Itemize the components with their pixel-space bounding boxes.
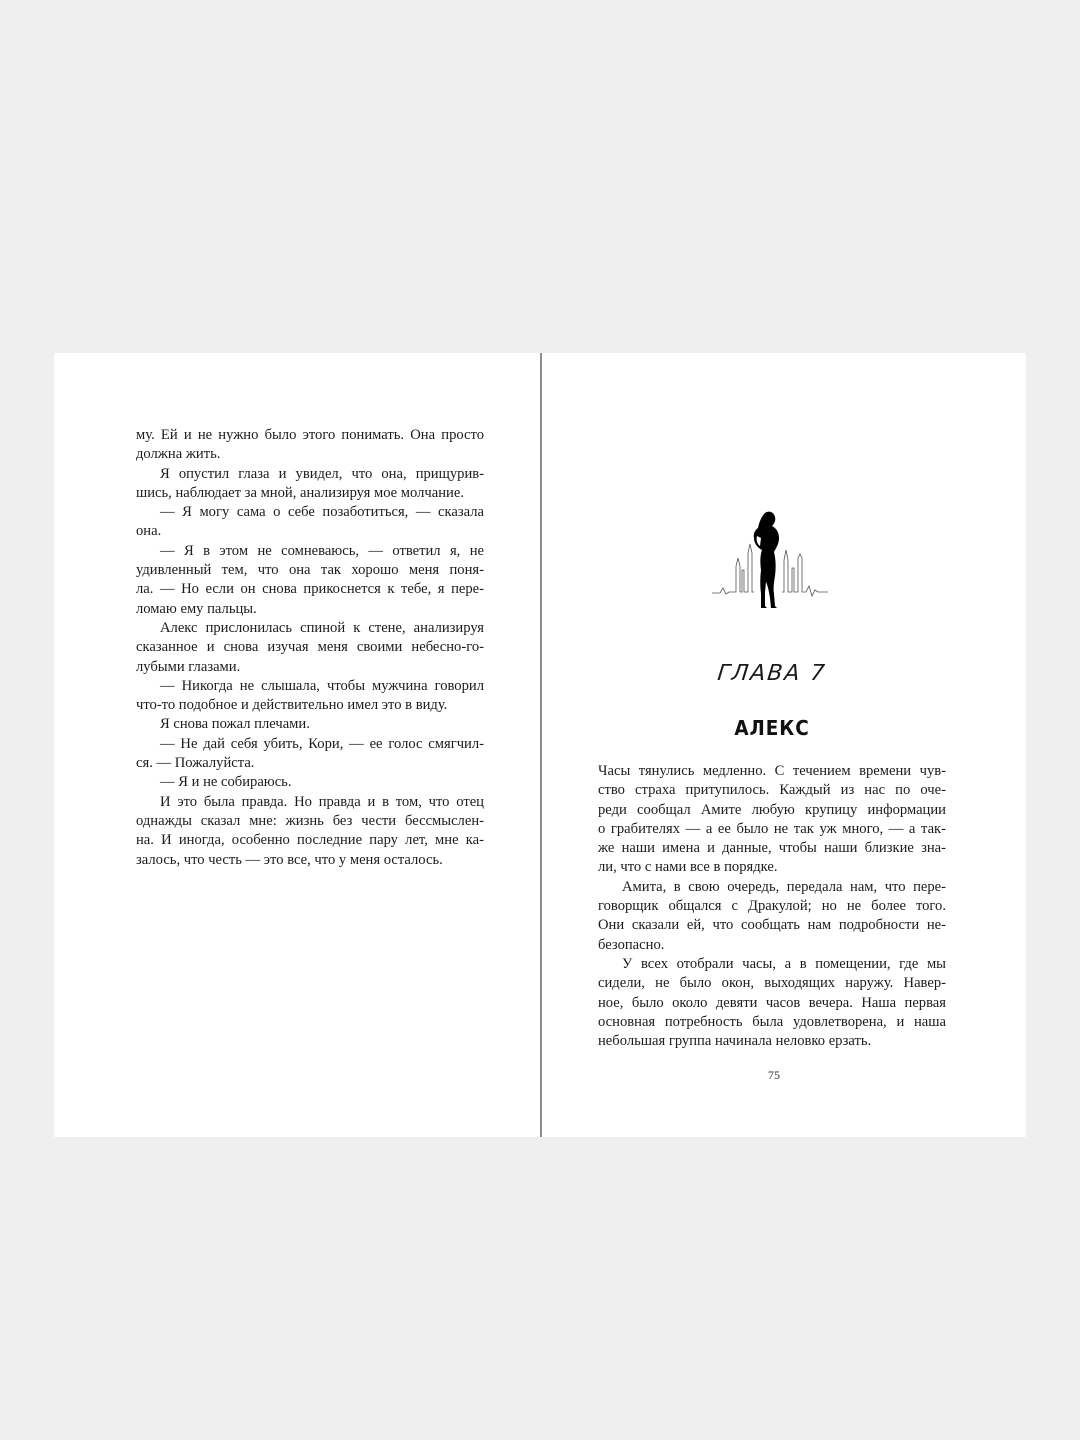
left-page-text <box>136 426 484 870</box>
left-page-text-line: ломаю ему пальцы. <box>136 600 257 617</box>
right-page-text-line: основная потребность была удовлетворена, и наша <box>598 1013 946 1030</box>
left-page-text-line: — Я могу сама о себе позаботиться, — сказала <box>160 504 484 521</box>
left-page-text-line: залось, что честь — это все, что у меня осталось. <box>136 851 443 868</box>
chapter-title: АЛЕКС <box>734 716 810 740</box>
right-page-text-line: Часы тянулись медленно. С течением времени чув- <box>598 763 946 779</box>
right-page-text-line: ное, было около девяти часов вечера. Наша первая <box>598 994 946 1011</box>
right-page-text-line: же наши имена и данные, чтобы наши близкие зна- <box>598 840 946 857</box>
left-page-text-line: му. Ей и не нужно было этого понимать. Она просто <box>136 427 484 443</box>
right-page-text-line: говорщик общался с Дракулой; но не более того. <box>598 898 946 915</box>
left-page-text-line: — Никогда не слышала, чтобы мужчина говорил <box>160 677 484 694</box>
right-page-text-line: о грабителях — а ее было не так уж много, — а так- <box>598 820 946 837</box>
right-page-text-line: небольшая группа начинала неловко ерзать. <box>598 1033 872 1050</box>
left-page-text-line: на. И иногда, особенно последние пару лет, мне ка- <box>136 832 484 849</box>
book-spread <box>54 353 1026 1137</box>
right-page-text-line: сидели, не было окон, выходящих наружу. Навер- <box>598 975 946 992</box>
chapter-number: ГЛАВА 7 <box>716 661 828 686</box>
left-page <box>54 353 540 1137</box>
left-page-text-line: она. <box>136 523 162 540</box>
right-page-text-line: Амита, в свою очередь, передала нам, что пере- <box>622 878 946 895</box>
left-page-text-line: ся. — Пожалуйста. <box>136 755 255 772</box>
left-page-text-line: что-то подобное и действительно имел это в виду. <box>136 697 448 714</box>
left-page-text-line: ла. — Но если он снова прикоснется к тебе, я пере- <box>136 581 484 598</box>
right-page-text-line: безопасно. <box>598 936 665 953</box>
left-page-text-line: Алекс прислонилась спиной к стене, анализируя <box>160 619 484 636</box>
left-page-text-line: шись, наблюдает за мной, анализируя мое молчание. <box>136 484 464 501</box>
left-page-text-line: должна жить. <box>136 446 221 463</box>
page-number: 75 <box>768 1068 780 1082</box>
right-page-text-line: ство страха притупилось. Каждый из нас по оче- <box>598 782 946 799</box>
left-page-text-line: однажды сказал мне: жизнь без чести бессмыслен- <box>136 812 484 829</box>
right-page-text-line: ли, что с нами все в порядке. <box>598 859 778 876</box>
right-page-text-line: У всех отобрали часы, а в помещении, где мы <box>622 955 946 972</box>
left-page-text-line: удивленный тем, что она так хорошо меня поня- <box>136 562 484 579</box>
left-page-text-line: Я снова пожал плечами. <box>160 716 310 733</box>
right-page-text-line: Они сказали ей, что сообщать нам подробности не- <box>598 917 946 934</box>
right-page-text-line: реди сообщал Амите любую крупицу информации <box>598 801 946 818</box>
left-page-text-line: — Я в этом не сомневаюсь, — ответил я, не <box>160 542 484 559</box>
left-page-text-line: лубыми глазами. <box>136 658 241 675</box>
left-page-text-line: сказанное и снова изучая меня своими небесно-го- <box>136 639 484 656</box>
left-page-text-line: И это была правда. Но правда и в том, что отец <box>160 793 484 810</box>
left-page-text-line: — Не дай себя убить, Кори, — ее голос смягчил- <box>160 735 484 752</box>
left-page-text-line: Я опустил глаза и увидел, что она, прищурив- <box>160 465 484 482</box>
right-page-text <box>598 762 946 1051</box>
left-page-text-line: — Я и не собираюсь. <box>160 774 292 791</box>
right-page <box>542 353 1026 1137</box>
woman-silhouette-skyline-icon <box>710 508 830 613</box>
